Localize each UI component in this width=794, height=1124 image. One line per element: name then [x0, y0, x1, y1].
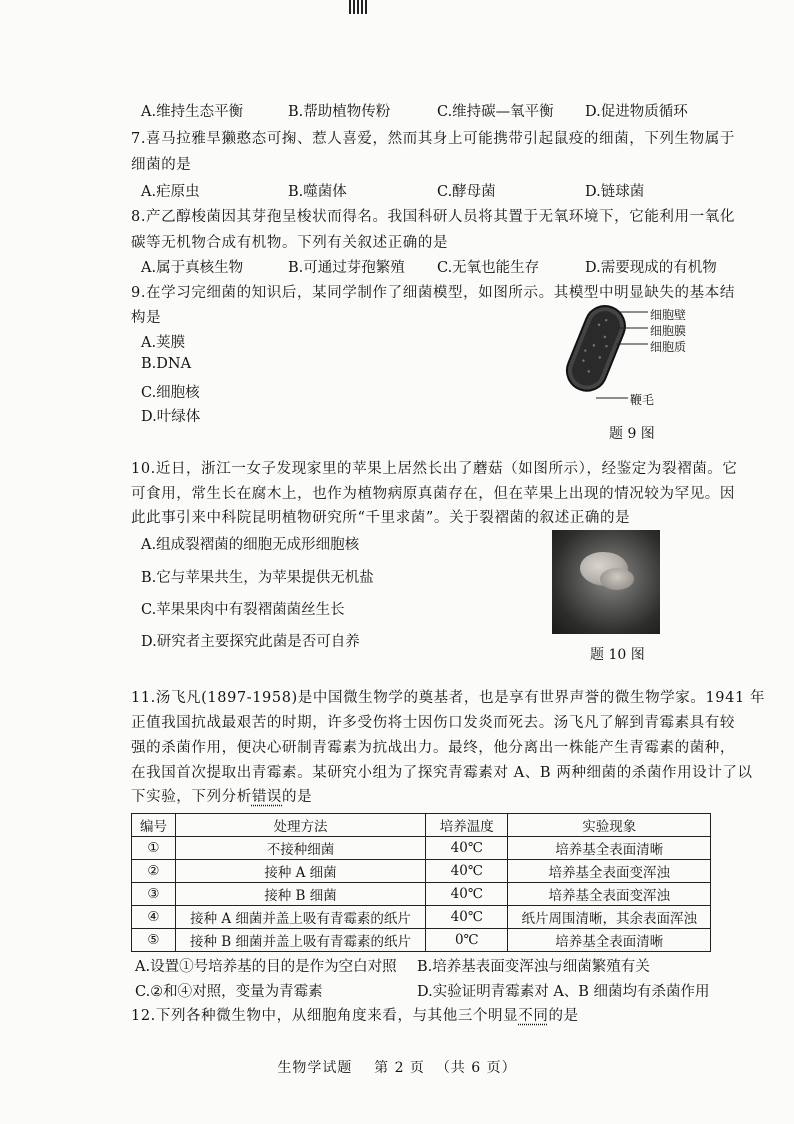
q7-stem-line1: 7.喜马拉雅旱獭憨态可掬、惹人喜爱，然而其身上可能携带引起鼠疫的细菌，下列生物属于 — [131, 131, 735, 147]
q9-stem-line1: 9.在学习完细菌的知识后，某同学制作了细菌模型，如图所示。其模型中明显缺失的基本结 — [131, 285, 735, 301]
q10-option-d: D.研究者主要探究此菌是否可自养 — [141, 634, 360, 650]
q11-stem-line3: 强的杀菌作用，便决心研制青霉素为抗战出力。最终，他分离出一株能产生青霉素的菌种， — [131, 740, 735, 756]
q6-option-a: A.维持生态平衡 — [141, 104, 244, 120]
table-cell: ① — [132, 837, 176, 860]
table-header: 培养温度 — [426, 814, 508, 837]
q8-option-c: C.无氧也能生存 — [437, 260, 540, 276]
table-cell: 培养基全表面变浑浊 — [508, 883, 711, 906]
q8-option-d: D.需要现成的有机物 — [585, 260, 717, 276]
figure-10-caption: 题 10 图 — [590, 647, 645, 663]
table-header-row — [132, 814, 711, 837]
table-row — [132, 906, 711, 929]
q11-emphasis: 错误 — [251, 789, 283, 805]
q10-stem-line1: 10.近日，浙江一女子发现家里的苹果上居然长出了蘑菇（如图所示），经鉴定为裂褶菌。它 — [131, 461, 738, 477]
q11-option-c: C.②和④对照，变量为青霉素 — [135, 984, 323, 1000]
table-cell: 接种 A 细菌并盖上吸有青霉素的纸片 — [175, 906, 425, 929]
q10-stem-line2: 可食用，常生长在腐木上，也作为植物病原真菌存在，但在苹果上出现的情况较为罕见。因 — [131, 486, 735, 502]
q9-option-a: A.荚膜 — [141, 335, 186, 351]
table-cell: 40℃ — [426, 837, 508, 860]
figure-9-caption: 题 9 图 — [609, 426, 655, 442]
table-row — [132, 860, 711, 883]
table-cell: 40℃ — [426, 883, 508, 906]
table-cell: 40℃ — [426, 860, 508, 883]
q12-stem — [131, 1004, 579, 1025]
table-cell: 纸片周围清晰，其余表面浑浊 — [508, 906, 711, 929]
binding-mark — [349, 0, 367, 14]
q7-option-b: B.噬菌体 — [288, 184, 347, 200]
table-cell: 接种 A 细菌 — [175, 860, 425, 883]
q11-option-a: A.设置①号培养基的目的是作为空白对照 — [135, 959, 397, 975]
table-cell: 培养基全表面清晰 — [508, 929, 711, 952]
table-header: 编号 — [132, 814, 176, 837]
q7-stem-line2: 细菌的是 — [131, 157, 192, 173]
q11-stem-line1: 11.汤飞凡(1897-1958)是中国微生物学的奠基者，也是享有世界声誉的微生物学家。1941 年 — [131, 690, 766, 706]
label-flagellum: 鞭毛 — [630, 393, 655, 407]
q7-option-c: C.酵母菌 — [437, 184, 496, 200]
q7-option-a: A.疟原虫 — [141, 184, 200, 200]
experiment-table — [131, 813, 711, 952]
table-cell: 培养基全表面清晰 — [508, 837, 711, 860]
q12-stem-pre: 12.下列各种微生物中，从细胞角度来看，与其他三个明显 — [131, 1008, 519, 1024]
q11-stem-line5-pre: 下实验，下列分析 — [131, 789, 252, 805]
table-cell: 40℃ — [426, 906, 508, 929]
q8-option-a: A.属于真核生物 — [141, 260, 244, 276]
q8-stem-line1: 8.产乙醇梭菌因其芽孢呈梭状而得名。我国科研人员将其置于无氧环境下，它能利用一氧化 — [131, 209, 735, 225]
q8-stem-line2: 碳等无机物合成有机物。下列有关叙述正确的是 — [131, 235, 449, 251]
q7-option-d: D.链球菌 — [585, 184, 645, 200]
q9-option-c: C.细胞核 — [141, 385, 200, 401]
q6-option-c: C.维持碳—氧平衡 — [437, 104, 554, 120]
table-cell: 培养基全表面变浑浊 — [508, 860, 711, 883]
q11-option-d: D.实验证明青霉素对 A、B 细菌均有杀菌作用 — [417, 984, 710, 1000]
table-cell: ④ — [132, 906, 176, 929]
table-cell: ② — [132, 860, 176, 883]
q6-option-b: B.帮助植物传粉 — [288, 104, 391, 120]
table-cell: 接种 B 细菌 — [175, 883, 425, 906]
mushroom-shape-2 — [600, 568, 634, 590]
table-row — [132, 883, 711, 906]
table-cell: 0℃ — [426, 929, 508, 952]
table-row — [132, 929, 711, 952]
q6-option-d: D.促进物质循环 — [585, 104, 688, 120]
q8-option-b: B.可通过芽孢繁殖 — [288, 260, 405, 276]
table-cell: 接种 B 细菌并盖上吸有青霉素的纸片 — [175, 929, 425, 952]
q10-stem-line3: 此此事引来中科院昆明植物研究所“千里求菌”。关于裂褶菌的叙述正确的是 — [131, 510, 631, 526]
q12-stem-post: 的是 — [548, 1008, 579, 1024]
q10-option-c: C.苹果果肉中有裂褶菌菌丝生长 — [141, 602, 345, 618]
q9-option-d: D.叶绿体 — [141, 409, 201, 425]
q11-stem-line2: 正值我国抗战最艰苦的时期，许多受伤将士因伤口发炎而死去。汤飞凡了解到青霉素具有较 — [131, 715, 735, 731]
q11-stem-line5 — [131, 785, 312, 806]
label-cell-membrane: 细胞膜 — [650, 324, 687, 338]
table-header: 实验现象 — [508, 814, 711, 837]
q9-stem-line2: 构是 — [131, 310, 162, 326]
q12-emphasis: 不同 — [518, 1008, 549, 1024]
apple-mushroom-photo — [552, 530, 660, 634]
table-cell: ⑤ — [132, 929, 176, 952]
label-cell-wall: 细胞壁 — [650, 308, 687, 322]
q11-option-b: B.培养基表面变浑浊与细菌繁殖有关 — [417, 959, 650, 975]
table-row — [132, 837, 711, 860]
table-cell: 不接种细菌 — [175, 837, 425, 860]
q9-option-b: B.DNA — [141, 356, 192, 372]
table-cell: ③ — [132, 883, 176, 906]
q11-stem-line5-post: 的是 — [282, 789, 313, 805]
label-cytoplasm: 细胞质 — [650, 340, 687, 354]
page-footer: 生物学试题 第 2 页 （共 6 页） — [277, 1060, 517, 1076]
table-header: 处理方法 — [175, 814, 425, 837]
q10-option-a: A.组成裂褶菌的细胞无成形细胞核 — [141, 537, 360, 553]
q11-stem-line4: 在我国首次提取出青霉素。某研究小组为了探究青霉素对 A、B 两种细菌的杀菌作用设计了以 — [131, 765, 753, 781]
q10-option-b: B.它与苹果共生，为苹果提供无机盐 — [141, 570, 374, 586]
